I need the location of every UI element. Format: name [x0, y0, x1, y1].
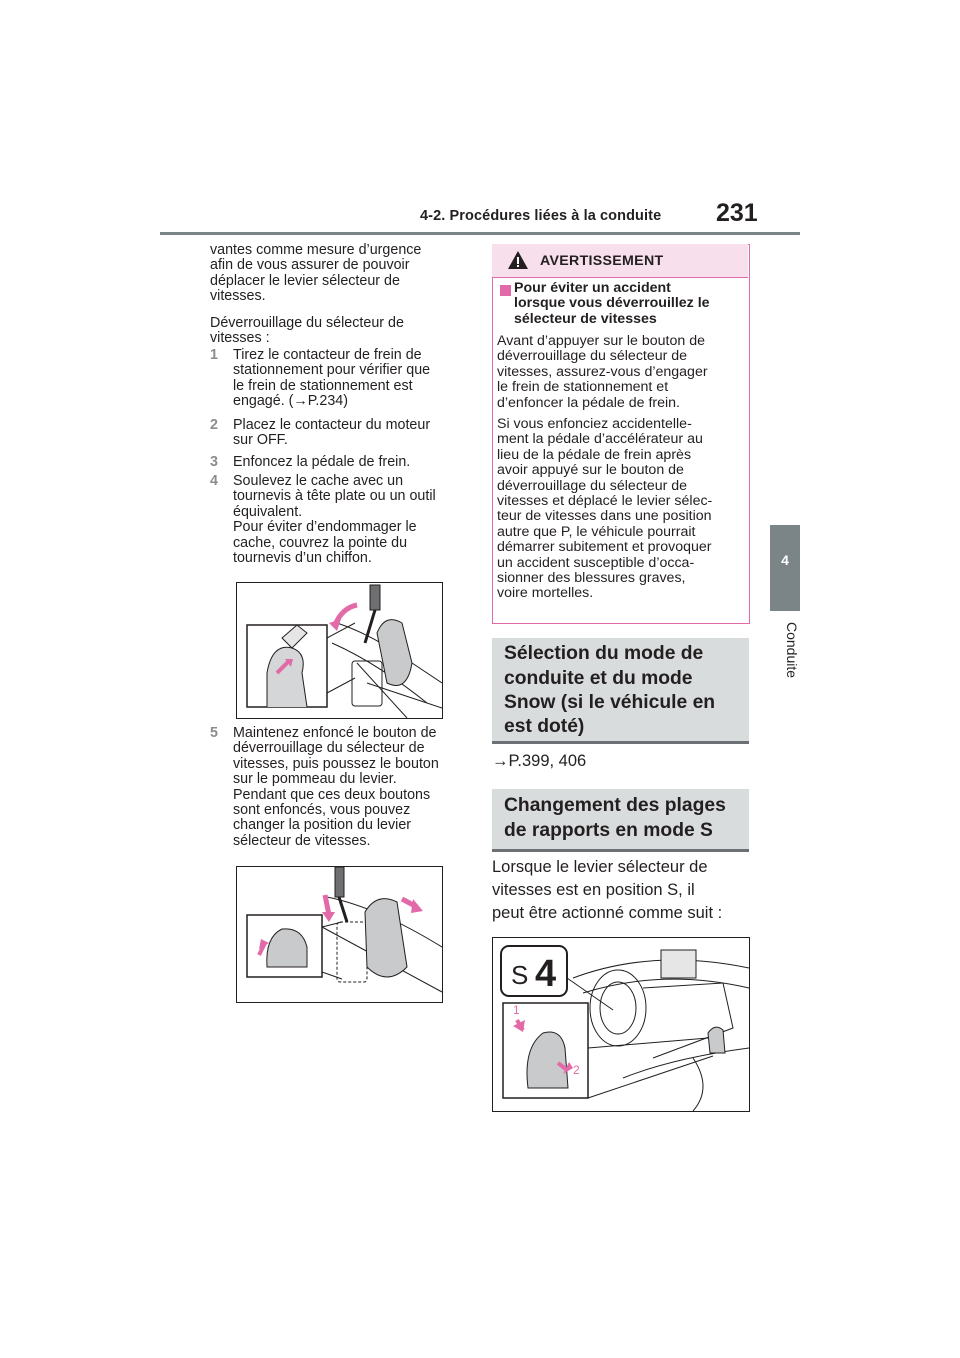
text-line: engagé. (→P.234): [233, 393, 348, 410]
chapter-tab-number: 4: [781, 552, 789, 568]
text-line: démarrer subitement et provoquer: [497, 539, 712, 556]
step-number: 3: [210, 454, 218, 470]
warning-paragraph-2: [497, 417, 747, 602]
text-line: Lorsque le levier sélecteur de: [492, 858, 708, 876]
text-line: peut être actionné comme suit :: [492, 904, 723, 922]
heading-line: de rapports en mode S: [504, 820, 713, 841]
text-line: Soulevez le cache avec un: [233, 473, 404, 489]
section-title: 4-2. Procédures liées à la conduite: [420, 208, 662, 224]
text-line: tournevis à tête plate ou un outil: [233, 488, 436, 505]
heading-line: Snow (si le véhicule en: [504, 692, 716, 713]
page-reference[interactable]: →P.399, 406: [492, 752, 587, 770]
text-line: déverrouillage du sélecteur de: [497, 477, 688, 494]
warning-title: AVERTISSEMENT: [540, 253, 664, 269]
step-4: [210, 474, 472, 566]
heading-line: Sélection du mode de: [504, 643, 704, 664]
text-line: teur de vitesses dans une position: [497, 508, 712, 525]
intro-paragraph: [210, 243, 470, 305]
text-line: Maintenez enfoncé le bouton de: [233, 725, 437, 741]
heading-line: conduite et du mode: [504, 668, 693, 689]
page-number: 231: [716, 199, 758, 227]
unlock-title: [210, 316, 470, 347]
text-line: Déverrouillage du sélecteur de: [210, 315, 404, 331]
text-line: vantes comme mesure d’urgence: [210, 242, 422, 258]
shifter-cover-illustration: [237, 583, 442, 718]
text-line: sur le pommeau du levier.: [233, 771, 397, 788]
callout-2: 2: [573, 1063, 580, 1077]
chapter-tab[interactable]: [770, 525, 800, 611]
heading-line: est doté): [504, 716, 585, 737]
text-line: vitesses.: [210, 288, 266, 305]
text-line: cache, couvrez la pointe du: [233, 534, 408, 551]
text-line: Pendant que ces deux boutons: [233, 786, 431, 803]
text-line: ment la pédale d’accélérateur au: [497, 431, 703, 448]
text-line: équivalent.: [233, 503, 303, 520]
warning-triangle-icon: [507, 250, 529, 270]
text-line: déverrouillage du sélecteur de: [233, 740, 425, 757]
text-line: le frein de stationnement est: [233, 377, 413, 394]
text-line: Tirez le contacteur de frein de: [233, 347, 422, 363]
text-line: Si vous enfonciez accidentelle-: [497, 416, 692, 432]
figure-remove-cover: [236, 582, 443, 719]
step-number: 2: [210, 417, 218, 433]
warning-subtitle: [514, 281, 742, 327]
warning-paragraph-1: [497, 334, 747, 411]
text-line: Pour éviter un accident: [514, 280, 671, 296]
step-5: [210, 726, 472, 849]
text-line: sélecteur de vitesses: [514, 310, 657, 327]
section-heading-drive-mode: [492, 638, 749, 744]
text-line: tournevis d’un chiffon.: [233, 550, 372, 567]
step-3: [210, 455, 472, 470]
step-1: [210, 348, 472, 410]
text-line: sionner des blessures graves,: [497, 570, 686, 587]
heading-line: Changement des plages: [504, 795, 726, 816]
dashboard-shifter-illustration: [493, 938, 749, 1111]
warning-bullet-icon: [500, 285, 511, 296]
text-line: déplacer le levier sélecteur de: [210, 272, 400, 289]
text-line: avoir appuyé sur le bouton de: [497, 462, 684, 479]
text-line: vitesses, assurez-vous d’engager: [497, 363, 708, 380]
text-line: vitesses et déplacé le levier sélec-: [497, 493, 713, 510]
text-line: un accident susceptible d’occa-: [497, 554, 695, 571]
step-2: [210, 418, 472, 449]
text-line: sélecteur de vitesses.: [233, 832, 371, 849]
text-line: Placez le contacteur du moteur: [233, 417, 431, 433]
figure-release-button: [236, 866, 443, 1003]
gear-letter: S: [511, 960, 529, 990]
section-heading-s-mode: [492, 789, 749, 852]
header-rule: [160, 232, 800, 235]
text-line: afin de vous assurer de pouvoir: [210, 257, 410, 274]
text-line: Enfoncez la pédale de frein.: [233, 454, 411, 470]
text-line: lieu de la pédale de frein après: [497, 446, 692, 463]
text-line: sur OFF.: [233, 432, 288, 449]
step-number: 1: [210, 347, 218, 363]
gear-number: 4: [535, 953, 557, 995]
step-number: 4: [210, 473, 218, 489]
text-line: voire mortelles.: [497, 585, 594, 602]
text-line: stationnement pour vérifier que: [233, 362, 431, 379]
shifter-release-illustration: [237, 867, 442, 1002]
text-line: Pour éviter d’endommager le: [233, 519, 417, 536]
text-line: lorsque vous déverrouillez le: [514, 295, 710, 312]
text-line: sont enfoncés, vous pouvez: [233, 802, 411, 819]
step-number: 5: [210, 725, 218, 741]
figure-s-mode-shift: [492, 937, 750, 1112]
text-line: vitesses, puis poussez le bouton: [233, 755, 439, 772]
callout-1: 1: [513, 1003, 520, 1017]
s-mode-paragraph: [492, 856, 754, 925]
text-line: le frein de stationnement et: [497, 379, 669, 396]
text-line: vitesses :: [210, 330, 270, 347]
text-line: d’enfoncer la pédale de frein.: [497, 394, 680, 411]
chapter-tab-label: Conduite: [784, 622, 800, 679]
text-line: déverrouillage du sélecteur de: [497, 348, 688, 365]
text-line: vitesses est en position S, il: [492, 881, 695, 899]
text-line: changer la position du levier: [233, 817, 412, 834]
text-line: autre que P, le véhicule pourrait: [497, 523, 696, 540]
text-line: Avant d’appuyer sur le bouton de: [497, 333, 705, 349]
